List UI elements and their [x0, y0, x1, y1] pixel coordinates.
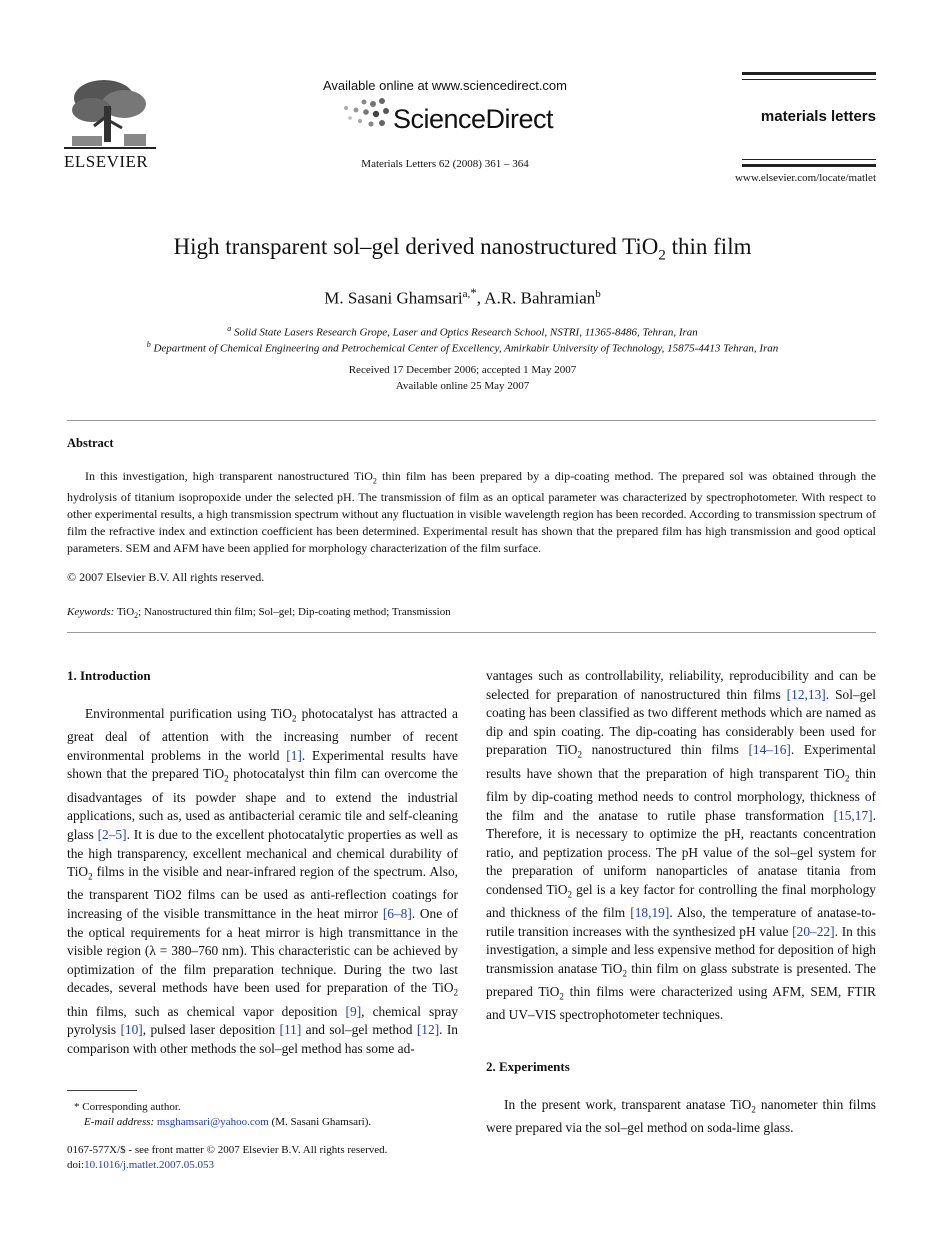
ref-link[interactable]: [14–16] [748, 742, 791, 758]
abstract-text: In this investigation, high transparent nanostructured TiO$_2$ thin film has been prepared by a dip-coating method. The prepared sol was obtained through the hydrolysis of titanium isopropoxide under the selected pH. The transmission of film as an optical parameter was characterized by spectrophotometer. With respect to other experimental results, a high transmission spectrum without any fluctuation in visible wavelength region has been recorded. According to transmission spectrum of film the refractive index and extinction coefficient has been determined. Experimental result has shown that the prepared film has high transmission and good optical parameters. SEM and AFM have been applied for morphology characterization of the film surface. [67, 469, 876, 556]
journal-rule-bottom2 [742, 164, 876, 167]
ref-link[interactable]: [20–22] [792, 923, 835, 939]
section-heading-introduction: 1. Introduction [67, 668, 151, 683]
journal-rule-top [742, 72, 876, 75]
publisher-name: ELSEVIER [64, 152, 149, 171]
intro-paragraph: Environmental purification using TiO$_2$ photocatalyst has attracted a great deal of attention with the increasing number of recent environmental problems in the world [1]. Experimental results have shown that the prepared TiO$_2$ photocatalyst thin film can overcome the disadvantages of its powder shape and to extend the industrial applications, such as, used as antibacterial ceramic tile and self-cleaning glass [2–5]. It is due to the excellent photocatalytic properties as well as the high transparency, excellent mechanical and chemical durability of TiO$_2$ films in the visible and near-infrared region of the spectrum. Also, the transparent TiO2 films can be used as anti-reflection coatings for increasing of the visible transmittance in the heat mirror [6–8]. One of the optical requirements for a heat mirror is high transmittance in the visible region (λ = 380–760 nm). This characteristic can be achieved by optimization of the film preparation technique. During the two last decades, several methods have been used for preparation of the TiO$_2$ thin films, such as chemical vapor deposition [9], chemical spray pyrolysis [10], pulsed laser deposition [11] and sol–gel method [12]. In comparison with other methods the sol–gel method has some ad- [67, 706, 459, 1056]
copyright: © 2007 Elsevier B.V. All rights reserved. [67, 570, 265, 584]
corresponding-mark[interactable]: * [470, 285, 477, 300]
author-2[interactable]: A.R. Bahramian [484, 288, 596, 308]
author-1[interactable]: M. Sasani Ghamsari [324, 288, 463, 308]
sciencedirect-dots-icon [338, 96, 392, 132]
ref-link[interactable]: [11] [279, 1022, 302, 1038]
ref-link[interactable]: [18,19] [630, 905, 670, 921]
author-list: M. Sasani Ghamsari$^{a,*}$, A.R. Bahramian$^b$ [324, 285, 601, 308]
ref-link[interactable]: [1] [286, 747, 302, 763]
divider-top [67, 420, 876, 421]
footnote-corresponding: * Corresponding author. [74, 1101, 181, 1113]
doi-line: doi:10.1016/j.matlet.2007.05.053 [67, 1159, 214, 1171]
journal-name: materials letters [760, 108, 876, 125]
ref-link[interactable]: [12] [416, 1022, 440, 1038]
ref-link[interactable]: [2–5] [97, 826, 127, 842]
section-heading-experiments: 2. Experiments [486, 1059, 570, 1074]
journal-rule-bottom [742, 159, 876, 160]
ref-link[interactable]: [6–8] [382, 905, 412, 921]
article-title: High transparent sol–gel derived nanostructured TiO$_2$ thin film [173, 234, 752, 264]
doi-link[interactable]: 10.1016/j.matlet.2007.05.053 [84, 1159, 214, 1171]
affiliation-a: $^a$ Solid State Lasers Research Grope, Laser and Optics Research School, NSTRI, 11365-8486, Tehran, Iran [227, 324, 698, 339]
available-date: Available online 25 May 2007 [395, 380, 530, 392]
issn-line: 0167-577X/$ - see front matter © 2007 Elsevier B.V. All rights reserved. [67, 1144, 388, 1156]
email-link[interactable]: msghamsari@yahoo.com [156, 1116, 269, 1128]
abstract-heading: Abstract [67, 436, 114, 450]
experiments-paragraph: In the present work, transparent anatase TiO$_2$ nanometer thin films were prepared via the sol–gel method on soda-lime glass. [486, 1097, 876, 1136]
elsevier-tree-icon [64, 76, 156, 152]
affiliation-b: $^b$ Department of Chemical Engineering and Petrochemical Center of Excellency, Amirkabir University of Technology, 15875-4413 Tehran, Iran [146, 340, 779, 355]
ref-link[interactable]: [12,13] [786, 686, 826, 702]
journal-reference: Materials Letters 62 (2008) 361 – 364 [361, 158, 529, 170]
ref-link[interactable]: [9] [345, 1003, 362, 1019]
divider-abstract [67, 632, 876, 633]
journal-url[interactable]: www.elsevier.com/locate/matlet [734, 172, 876, 184]
available-online[interactable]: Available online at www.sciencedirect.com [323, 78, 567, 93]
received-dates: Received 17 December 2006; accepted 1 May 2007 [348, 364, 577, 376]
intro-paragraph-continued: vantages such as controllability, reliability, reproducibility and can be selected for preparation of nanostructured thin films [12,13]. Sol–gel coating has been classified as two different methods which are named as dip and spin coating. The dip-coating has considerably been used for preparation TiO$_2$ nanostructured thin films [14–16]. Experimental results have shown that the preparation of high transparent TiO$_2$ thin film by dip-coating method needs to control morphology, thickness of the film and the anatase to rutile phase transformation [15,17]. Therefore, it is necessary to optimize the pH, reactants concentration ratio, and peptization process. The pH value of the sol–gel system for the preparation of uniform nanoparticles of anatase titania from condensed TiO$_2$ gel is a key factor for controlling the final morphology and thickness of the film [18,19]. Also, the temperature of anatase-to-rutile transition increases with the synthesized pH value [20–22]. In this investigation, a simple and less expensive method for deposition of high transmission anatase TiO$_2$ thin film on glass substrate is presented. The prepared TiO$_2$ thin films were characterized using AFM, SEM, FTIR and UV–VIS spectrophotometer techniques. [486, 668, 876, 1023]
ref-link[interactable]: [15,17] [833, 807, 873, 823]
sciencedirect-logo: ScienceDirect [393, 104, 554, 134]
footnote-email: E-mail address: msghamsari@yahoo.com (M. Sasani Ghamsari). [84, 1116, 372, 1128]
keywords: Keywords: TiO$_2$; Nanostructured thin film; Sol–gel; Dip-coating method; Transmission [67, 606, 451, 621]
footnote-rule [67, 1090, 137, 1091]
journal-rule-top2 [742, 79, 876, 80]
ref-link[interactable]: [10] [120, 1022, 143, 1038]
